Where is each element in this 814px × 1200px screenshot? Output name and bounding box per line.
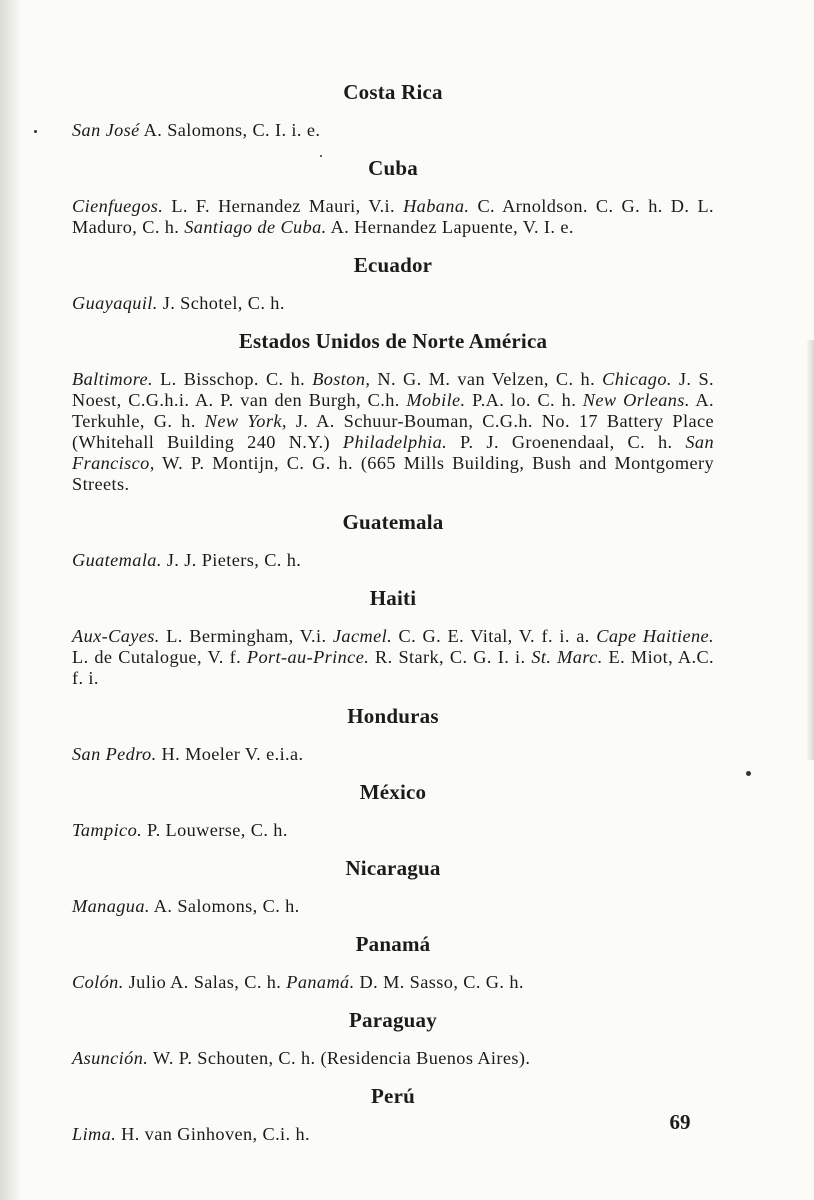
country-heading: Haiti [369,586,417,610]
consul-entry [72,744,714,765]
consul-details: R. Stark, C. G. I. i. [369,647,532,667]
city-name: Baltimore. [72,369,154,389]
binding-shadow [0,0,22,1200]
consul-entry [72,120,714,141]
consul-details: A. Salomons, C. I. i. e. [139,120,321,140]
consul-entry [72,820,714,841]
city-name: Lima. [72,1124,117,1144]
city-name: Port-au-Prince. [246,647,370,667]
country-heading: Ecuador [353,253,433,277]
city-name: Mobile. [406,390,466,410]
page-edge-shadow [806,340,814,760]
country-heading: Guatemala [342,510,444,534]
consul-details: A. Terkuhle, G. h. [72,390,714,431]
consul-details: A. Salomons, C. h. [149,896,300,916]
city-name: Colón. [72,972,124,992]
consul-entry [72,550,714,571]
speck-mark [746,771,751,776]
city-name: Tampico. [72,820,143,840]
city-name: San Francisco, [72,432,714,473]
consul-details: N. G. M. van Velzen, C. h. [370,369,603,389]
consul-details: W. P. Schouten, C. h. (Residencia Buenos Aires). [148,1048,531,1068]
city-name: Cape Haitiene. [596,626,715,646]
consul-details: J. J. Pieters, C. h. [161,550,302,570]
consul-entry [72,293,714,314]
consul-details: Julio A. Salas, C. h. [123,972,287,992]
city-name: New Orleans. [582,390,690,410]
consul-entry [72,626,714,689]
city-name: Chicago. [602,369,672,389]
consul-details: P. Louwerse, C. h. [142,820,288,840]
consul-details: E. Miot, A.C. f. i. [72,647,715,688]
city-name: New York, [204,411,287,431]
city-name: Jacmel. [332,626,393,646]
city-name: Guayaquil. [72,293,158,313]
city-name: San Pedro. [72,744,157,764]
country-heading: Honduras [347,704,439,728]
city-name: Panamá. [286,972,355,992]
consul-entry [72,896,714,917]
consul-details: L. Bermingham, V.i. [159,626,333,646]
page-number: 69 [669,1110,691,1134]
country-heading: Panamá [355,932,431,956]
consul-entry [72,972,714,993]
consul-details: D. M. Sasso, C. G. h. [354,972,524,992]
consul-details: H. van Ginhoven, C.i. h. [116,1124,310,1144]
city-name: Habana. [403,196,470,216]
consul-details: P. J. Groenendaal, C. h. [447,432,686,452]
consul-details: A. Hernandez Lapuente, V. I. e. [326,217,574,237]
consul-details: W. P. Montijn, C. G. h. (665 Mills Building, Bush and Montgomery Streets. [72,453,714,494]
city-name: Aux-Cayes. [72,626,160,646]
city-name: St. Marc. [531,647,603,667]
country-heading: Cuba [368,156,418,180]
consul-details: L. F. Hernandez Mauri, V.i. [163,196,404,216]
speck-mark [34,130,37,133]
country-heading: Paraguay [349,1008,437,1032]
country-heading: Costa Rica [343,80,443,104]
page-content [72,78,714,1145]
consul-entry [72,196,714,238]
consul-details: H. Moeler V. e.i.a. [156,744,304,764]
city-name: Boston, [312,369,371,389]
consul-details: L. de Cutalogue, V. f. [72,647,247,667]
city-name: San José [72,120,140,140]
city-name: Asunción. [72,1048,149,1068]
consul-details: C. G. E. Vital, V. f. i. a. [392,626,597,646]
consul-details: J. A. Schuur-Bouman, C.G.h. No. 17 Battery Place (Whitehall Building 240 N.Y.) [72,411,714,452]
consul-details: J. Schotel, C. h. [157,293,285,313]
consul-details: L. Bisschop. C. h. [153,369,313,389]
country-heading: Nicaragua [345,856,441,880]
country-heading: Estados Unidos de Norte América [238,329,548,353]
consul-entry [72,369,714,495]
consul-details: C. Arnoldson. C. G. h. D. L. Maduro, C. h. [72,196,714,237]
city-name: Managua. [72,896,150,916]
country-heading: México [359,780,427,804]
consul-entry [72,1124,714,1145]
city-name: Cienfuegos. [72,196,164,216]
consul-details: P.A. lo. C. h. [465,390,583,410]
consul-entry [72,1048,714,1069]
city-name: Santiago de Cuba. [184,217,327,237]
city-name: Guatemala. [72,550,162,570]
city-name: Philadelphia. [342,432,448,452]
country-heading: Perú [371,1084,415,1108]
consul-details: J. S. Noest, C.G.h.i. A. P. van den Burgh, C.h. [72,369,715,410]
